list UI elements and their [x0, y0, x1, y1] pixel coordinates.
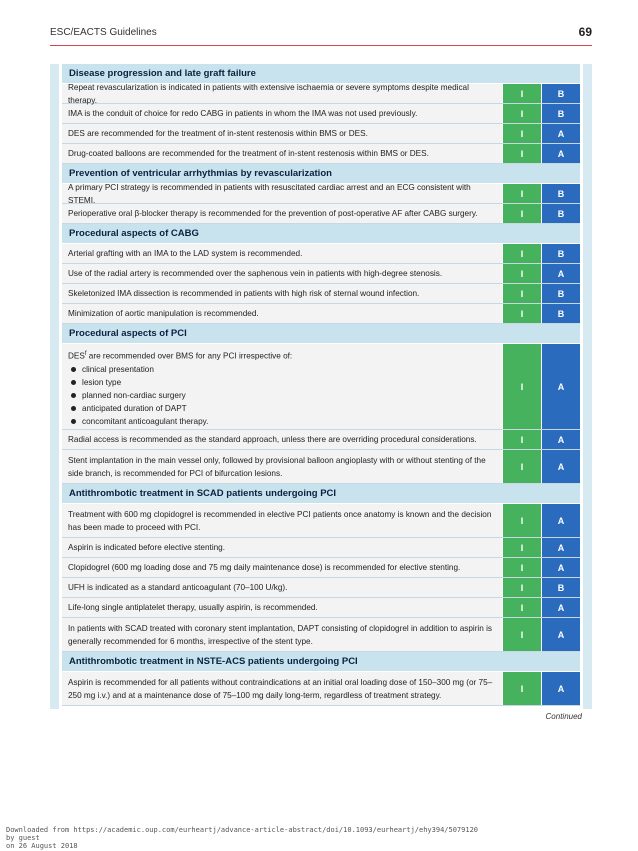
- recommendation-text: Arterial grafting with an IMA to the LAD system is recommended.: [68, 249, 303, 258]
- table-row: [62, 618, 580, 652]
- table-row: [62, 264, 580, 284]
- class-cell: I: [502, 304, 541, 323]
- running-header: ESC/EACTS Guidelines: [50, 27, 157, 38]
- level-cell: B: [541, 304, 580, 323]
- table-row: [62, 538, 580, 558]
- list-item: planned non-cardiac surgery: [68, 389, 496, 402]
- class-cell: I: [502, 578, 541, 597]
- class-cell: I: [502, 450, 541, 483]
- des-lead: DES: [68, 351, 85, 361]
- recommendation-text: Treatment with 600 mg clopidogrel is recommended in elective PCI patients once anatomy is known and the decision has been made to proceed with PCI.: [68, 509, 492, 532]
- class-cell: I: [502, 558, 541, 577]
- table-row: [62, 578, 580, 598]
- section-header: Antithrombotic treatment in SCAD patients undergoing PCI: [62, 484, 580, 504]
- des-rest: are recommended over BMS for any PCI irrespective of:: [86, 351, 293, 361]
- recommendation-text: Repeat revascularization is indicated in patients with extensive ischaemia or severe symptoms despite medical therapy.: [68, 82, 469, 105]
- table-row: [62, 598, 580, 618]
- table-row: [62, 84, 580, 104]
- class-cell: I: [502, 344, 541, 429]
- table-left-border: [50, 64, 59, 709]
- recommendation-text: Drug-coated balloons are recommended for the treatment of in-stent restenosis within BMS or DES.: [68, 149, 429, 158]
- table-row: [62, 124, 580, 144]
- table-row: [62, 144, 580, 164]
- recommendation-text: Stent implantation in the main vessel only, followed by provisional balloon angioplasty with or without stenting of the side branch, is recommended for PCI of bifurcation lesions.: [68, 455, 486, 478]
- section-header: Procedural aspects of PCI: [62, 324, 580, 344]
- table-row: [62, 344, 580, 430]
- table-row: [62, 244, 580, 264]
- table-row: [62, 558, 580, 578]
- class-cell: I: [502, 538, 541, 557]
- download-line: Downloaded from https://academic.oup.com/eurheartj/advance-article-abstract/doi/10.1093/eurheartj/ehy394/5079120: [6, 826, 479, 834]
- level-cell: B: [541, 578, 580, 597]
- level-cell: A: [541, 598, 580, 617]
- table-row: [62, 672, 580, 706]
- list-item: anticipated duration of DAPT: [68, 402, 496, 415]
- level-cell: A: [541, 124, 580, 143]
- class-cell: I: [502, 672, 541, 705]
- table-row: [62, 104, 580, 124]
- table-row: [62, 284, 580, 304]
- class-cell: I: [502, 84, 541, 103]
- table-row: [62, 450, 580, 484]
- table-row: [62, 184, 580, 204]
- download-notice: [6, 826, 478, 850]
- recommendation-text: Radial access is recommended as the standard approach, unless there are overriding procedural considerations.: [68, 435, 477, 444]
- level-cell: B: [541, 104, 580, 123]
- class-cell: I: [502, 244, 541, 263]
- download-line: by guest: [6, 834, 40, 842]
- section-header: Disease progression and late graft failure: [62, 64, 580, 84]
- level-cell: B: [541, 184, 580, 203]
- bullet-list: [68, 363, 496, 428]
- table-row: [62, 204, 580, 224]
- level-cell: A: [541, 344, 580, 429]
- level-cell: A: [541, 672, 580, 705]
- header-rule: [50, 45, 592, 46]
- class-cell: I: [502, 204, 541, 223]
- class-cell: I: [502, 124, 541, 143]
- list-item: clinical presentation: [68, 363, 496, 376]
- recommendation-text: UFH is indicated as a standard anticoagulant (70–100 U/kg).: [68, 583, 288, 592]
- recommendation-text: DES are recommended for the treatment of in-stent restenosis within BMS or DES.: [68, 129, 368, 138]
- table-row: [62, 430, 580, 450]
- level-cell: A: [541, 558, 580, 577]
- class-cell: I: [502, 618, 541, 651]
- level-cell: B: [541, 204, 580, 223]
- level-cell: B: [541, 84, 580, 103]
- table-row: [62, 304, 580, 324]
- level-cell: A: [541, 538, 580, 557]
- footnote-marker: f: [84, 351, 87, 357]
- level-cell: A: [541, 144, 580, 163]
- recommendation-text: Skeletonized IMA dissection is recommended in patients with high risk of sternal wound infection.: [68, 289, 420, 298]
- continued-label: Continued: [545, 712, 582, 721]
- class-cell: I: [502, 264, 541, 283]
- class-cell: I: [502, 104, 541, 123]
- level-cell: A: [541, 618, 580, 651]
- recommendation-text: In patients with SCAD treated with coronary stent implantation, DAPT consisting of clopidogrel in addition to aspirin is generally recommended for 6 months, irrespective of the stent type.: [68, 623, 492, 646]
- level-cell: B: [541, 284, 580, 303]
- table-right-border: [583, 64, 592, 709]
- list-item: lesion type: [68, 376, 496, 389]
- class-cell: I: [502, 504, 541, 537]
- class-cell: I: [502, 430, 541, 449]
- recommendation-text: [62, 344, 502, 429]
- recommendation-text: Minimization of aortic manipulation is recommended.: [68, 309, 259, 318]
- section-header: Procedural aspects of CABG: [62, 224, 580, 244]
- class-cell: I: [502, 284, 541, 303]
- page-number: 69: [578, 25, 592, 39]
- download-line: on 26 August 2018: [6, 842, 78, 850]
- table-row: [62, 504, 580, 538]
- class-cell: I: [502, 144, 541, 163]
- recommendation-text: Life-long single antiplatelet therapy, usually aspirin, is recommended.: [68, 603, 318, 612]
- recommendation-text: Perioperative oral β-blocker therapy is recommended for the prevention of post-operative AF after CABG surgery.: [68, 209, 478, 218]
- list-item: concomitant anticoagulant therapy.: [68, 415, 496, 428]
- recommendation-text: A primary PCI strategy is recommended in patients with resuscitated cardiac arrest and an ECG consistent with STEMI.: [68, 182, 471, 205]
- level-cell: B: [541, 244, 580, 263]
- recommendations-table: [62, 64, 580, 706]
- section-header: Antithrombotic treatment in NSTE-ACS patients undergoing PCI: [62, 652, 580, 672]
- level-cell: A: [541, 504, 580, 537]
- recommendation-text: IMA is the conduit of choice for redo CABG in patients in whom the IMA was not used previously.: [68, 109, 418, 118]
- level-cell: A: [541, 450, 580, 483]
- class-cell: I: [502, 598, 541, 617]
- level-cell: A: [541, 264, 580, 283]
- class-cell: I: [502, 184, 541, 203]
- recommendation-text: Use of the radial artery is recommended over the saphenous vein in patients with high-degree stenosis.: [68, 269, 443, 278]
- recommendation-text: Aspirin is indicated before elective stenting.: [68, 543, 226, 552]
- section-header: Prevention of ventricular arrhythmias by revascularization: [62, 164, 580, 184]
- level-cell: A: [541, 430, 580, 449]
- recommendation-text: Clopidogrel (600 mg loading dose and 75 mg daily maintenance dose) is recommended for elective stenting.: [68, 563, 461, 572]
- recommendation-text: Aspirin is recommended for all patients without contraindications at an initial oral loading dose of 150–300 mg (or 75–250 mg i.v.) and at a maintenance dose of 75–100 mg daily long-term, regardless of treatment strategy.: [68, 677, 493, 700]
